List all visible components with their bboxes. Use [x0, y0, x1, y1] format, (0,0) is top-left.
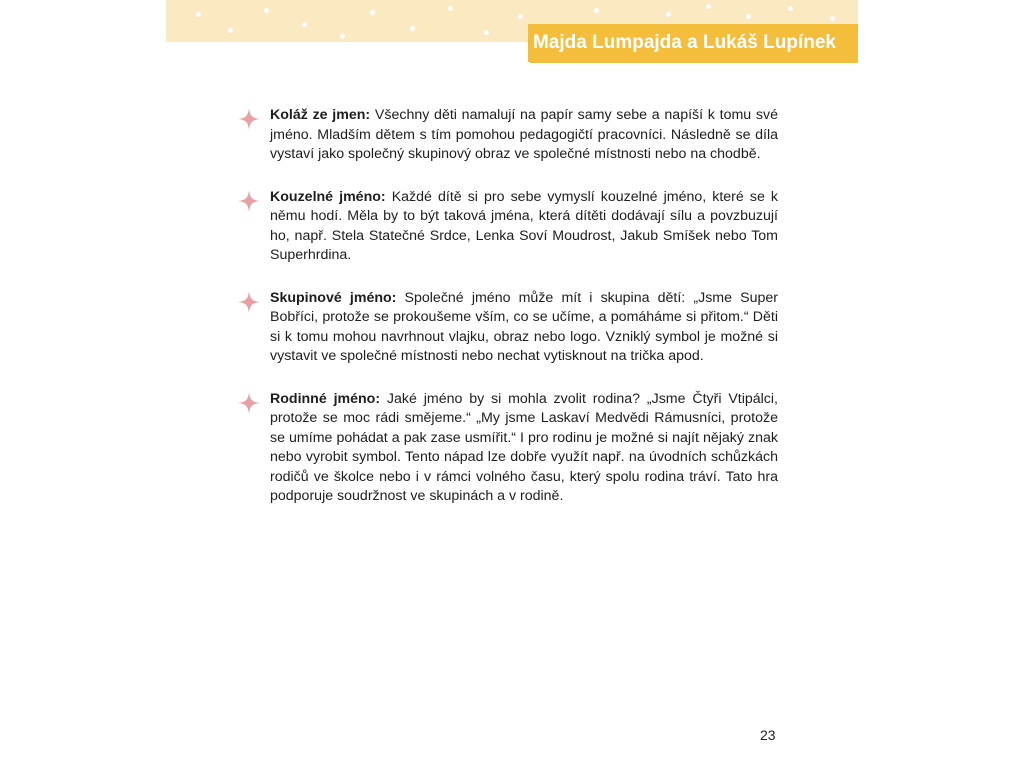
four-point-star-icon	[238, 108, 260, 130]
entry-paragraph	[270, 188, 778, 266]
book-title-tab	[528, 24, 858, 62]
confetti-dot	[264, 8, 269, 13]
header-decorative-band	[166, 0, 858, 53]
entry-paragraph	[270, 390, 778, 507]
confetti-dot	[788, 6, 793, 11]
entry-term: Rodinné jméno:	[270, 390, 381, 407]
four-point-star-icon	[238, 392, 260, 414]
confetti-dot	[340, 34, 345, 39]
confetti-dot	[518, 14, 523, 19]
confetti-dot	[706, 4, 711, 9]
entry-paragraph	[270, 106, 778, 165]
list-item	[238, 289, 778, 367]
confetti-dot	[666, 12, 671, 17]
activity-list	[238, 106, 778, 530]
confetti-dot	[302, 22, 307, 27]
title-underline	[530, 62, 858, 63]
confetti-dot	[594, 8, 599, 13]
entry-paragraph	[270, 289, 778, 367]
list-item	[238, 106, 778, 165]
confetti-dot	[410, 26, 415, 31]
confetti-dot	[196, 12, 201, 17]
confetti-dot	[448, 6, 453, 11]
entry-text: Všechny děti namalují na papír samy sebe a napíší k tomu své jméno. Mladším dětem s tím pomohou pedagogičtí pracovníci. Následně se díla vystaví jako společný skupinový obraz ve společné místnosti nebo na chodbě.	[270, 107, 779, 162]
list-item	[238, 390, 778, 507]
book-title: Majda Lumpajda a Lukáš Lupínek	[532, 32, 836, 53]
entry-term: Koláž ze jmen:	[270, 107, 371, 123]
confetti-dot	[746, 14, 751, 19]
confetti-dot	[830, 16, 835, 21]
entry-term: Skupinové jméno:	[270, 289, 397, 306]
confetti-dot	[370, 10, 375, 15]
four-point-star-icon	[238, 291, 260, 313]
entry-text: Každé dítě si pro sebe vymyslí kouzelné jméno, které se k němu hodí. Měla by to být taková jména, která dítěti dodávají sílu a povzbuzují ho, např. Stela Statečné Srdce, Lenka Soví Moudrost, Jakub Smíšek nebo Tom Superhrdina.	[270, 188, 778, 263]
four-point-star-icon	[238, 190, 260, 212]
page-number: 23	[760, 727, 776, 743]
entry-text: Společné jméno může mít i skupina dětí: „Jsme Super Bobříci, protože se prokoušeme vším, co se učíme, a pomáháme si přitom.“ Děti si k tomu mohou navrhnout vlajku, obraz nebo logo. Vzniklý symbol je možné si vystavit ve společné místnosti nebo nechat vytisknout na trička apod.	[270, 289, 779, 364]
entry-term: Kouzelné jméno:	[270, 188, 386, 205]
confetti-dot	[228, 28, 233, 33]
confetti-dot	[484, 30, 489, 35]
list-item	[238, 188, 778, 266]
entry-text: Jaké jméno by si mohla zvolit rodina? „Jsme Čtyři Vtipálci, protože se moc rádi smějeme.“ „My jsme Laskaví Medvědi Rámusníci, protože se umíme pohádat a pak zase usmířit.“ I pro rodinu je možné si najít nějaký znak nebo vyrobit symbol. Tento nápad lze dobře využít např. na úvodních schůzkách rodičů ve školce nebo i v rámci volného času, který spolu rodina tráví. Tato hra podporuje soudržnost ve skupinách a v rodině.	[270, 390, 778, 504]
